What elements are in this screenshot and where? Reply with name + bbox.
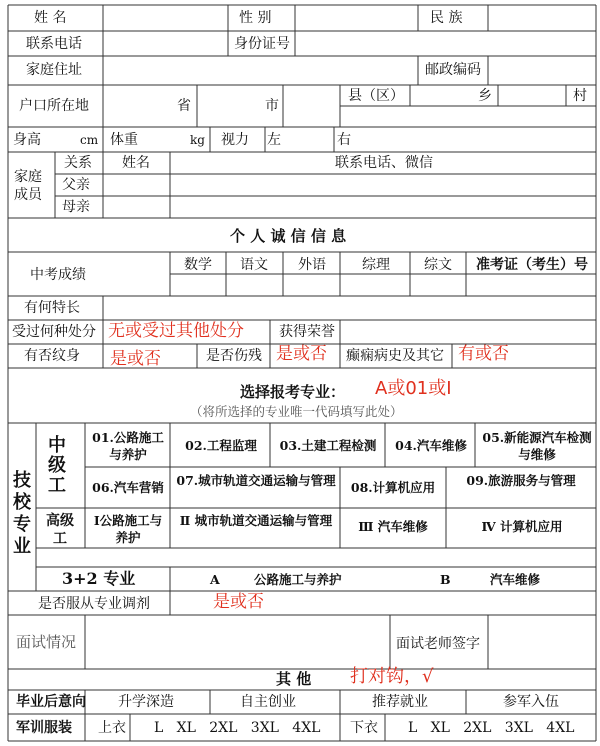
height-label: 身高 bbox=[13, 132, 41, 148]
uniform-bottom-sizes[interactable]: L XL 2XL 3XL 4XL bbox=[408, 720, 575, 736]
major-title-value[interactable]: A或01或Ⅰ bbox=[375, 378, 452, 399]
grad-option-startup[interactable]: 自主创业 bbox=[240, 694, 296, 710]
interviewer-label: 面试老师签字 bbox=[396, 636, 480, 652]
uniform-label: 军训服装 bbox=[16, 720, 72, 736]
major-01[interactable]: 01.公路施工与养护 bbox=[92, 430, 164, 462]
major-note: （将所选择的专业唯一代码填写此处） bbox=[190, 404, 403, 419]
address-label: 家庭住址 bbox=[26, 62, 82, 78]
high-level-label: 高级工 bbox=[46, 513, 74, 547]
subject-math: 数学 bbox=[184, 257, 212, 273]
tattoo-value[interactable]: 是或否 bbox=[110, 349, 161, 369]
major-title: 选择报考专业： bbox=[240, 383, 346, 401]
major-high-2[interactable]: Ⅱ 城市轨道交通运输与管理 bbox=[179, 513, 333, 528]
province-label: 省 bbox=[177, 98, 191, 114]
ticket-number-label: 准考证（考生）号 bbox=[476, 257, 588, 273]
grad-intent-label: 毕业后意向 bbox=[16, 694, 86, 710]
honors-label: 获得荣誉 bbox=[279, 324, 335, 340]
major-04[interactable]: 04.汽车维修 bbox=[395, 438, 467, 453]
uniform-bottom-label: 下衣 bbox=[350, 720, 378, 736]
three-two-b-name[interactable]: 汽车维修 bbox=[490, 572, 541, 587]
name-field[interactable] bbox=[104, 6, 227, 30]
postcode-label: 邮政编码 bbox=[425, 62, 481, 78]
family-member-father: 父亲 bbox=[62, 177, 90, 193]
epilepsy-label: 癫痫病史及其它 bbox=[346, 348, 444, 364]
subject-arts: 综文 bbox=[424, 257, 452, 273]
major-high-3[interactable]: Ⅲ 汽车维修 bbox=[358, 519, 428, 534]
id-number-field[interactable] bbox=[296, 32, 595, 55]
vision-left-label: 左 bbox=[267, 132, 281, 148]
county-label: 县（区） bbox=[348, 88, 404, 104]
epilepsy-value[interactable]: 有或否 bbox=[458, 344, 509, 364]
height-unit: cm bbox=[80, 133, 99, 147]
gender-field[interactable] bbox=[296, 6, 417, 30]
major-03[interactable]: 03.土建工程检测 bbox=[279, 438, 377, 453]
exam-score-label: 中考成绩 bbox=[30, 267, 86, 283]
major-high-1[interactable]: Ⅰ公路施工与养护 bbox=[93, 513, 163, 545]
ethnicity-field[interactable] bbox=[489, 6, 595, 30]
address-field[interactable] bbox=[104, 57, 417, 84]
three-two-label: 3+2 专业 bbox=[62, 569, 136, 588]
interviewer-signature-field[interactable] bbox=[489, 616, 595, 668]
city-label: 市 bbox=[265, 98, 279, 114]
relation-header: 关系 bbox=[64, 155, 92, 171]
interview-field[interactable] bbox=[86, 616, 389, 668]
adjust-label: 是否服从专业调剂 bbox=[38, 596, 150, 612]
id-number-label: 身份证号 bbox=[234, 36, 290, 52]
phone-label: 联系电话 bbox=[26, 36, 82, 52]
province-field[interactable] bbox=[104, 86, 174, 126]
punishment-label: 受过何种处分 bbox=[12, 324, 96, 340]
major-high-4[interactable]: Ⅳ 计算机应用 bbox=[481, 519, 563, 534]
subject-chinese: 语文 bbox=[240, 257, 268, 273]
tattoo-label: 有否纹身 bbox=[24, 348, 80, 364]
hukou-label: 户口所在地 bbox=[19, 98, 89, 114]
gender-label: 性 别 bbox=[239, 10, 272, 26]
three-two-b-code[interactable]: B bbox=[440, 572, 451, 587]
major-05[interactable]: 05.新能源汽车检测与维修 bbox=[482, 430, 592, 462]
major-06[interactable]: 06.汽车营销 bbox=[92, 480, 164, 495]
family-member-mother: 母亲 bbox=[62, 199, 90, 215]
punishment-value[interactable]: 无或受过其他处分 bbox=[108, 321, 244, 341]
uniform-top-label: 上衣 bbox=[98, 720, 126, 736]
mid-level-label: 中级工 bbox=[48, 435, 66, 496]
three-two-a-code[interactable]: A bbox=[210, 572, 220, 587]
integrity-title: 个 人 诚 信 信 息 bbox=[230, 227, 347, 245]
major-08[interactable]: 08.计算机应用 bbox=[350, 480, 436, 495]
vision-right-label: 右 bbox=[337, 132, 351, 148]
family-section-label: 家庭成员 bbox=[14, 169, 42, 203]
weight-label: 体重 bbox=[110, 132, 138, 148]
vision-label: 视力 bbox=[221, 132, 249, 148]
contact-header: 联系电话、微信 bbox=[335, 155, 433, 171]
specialty-label: 有何特长 bbox=[24, 300, 80, 316]
member-name-header: 姓名 bbox=[122, 155, 150, 171]
school-major-label: 技校专业 bbox=[13, 470, 31, 557]
major-09[interactable]: 09.旅游服务与管理 bbox=[466, 473, 576, 488]
specialty-field[interactable] bbox=[104, 297, 595, 319]
disability-value[interactable]: 是或否 bbox=[276, 344, 327, 364]
township-label: 乡 bbox=[478, 88, 492, 104]
honors-field[interactable] bbox=[341, 321, 595, 343]
weight-unit: kg bbox=[190, 133, 205, 147]
subject-english: 外语 bbox=[298, 257, 326, 273]
disability-label: 是否伤残 bbox=[206, 348, 262, 364]
village-label: 村 bbox=[573, 88, 587, 104]
adjust-value[interactable]: 是或否 bbox=[213, 592, 264, 612]
interview-label: 面试情况 bbox=[16, 633, 77, 651]
major-07[interactable]: 07.城市轨道交通运输与管理 bbox=[176, 473, 336, 488]
postcode-field[interactable] bbox=[489, 57, 595, 84]
grad-option-study[interactable]: 升学深造 bbox=[118, 694, 174, 710]
phone-field[interactable] bbox=[104, 32, 227, 55]
name-label: 姓 名 bbox=[34, 10, 67, 26]
subject-science: 综理 bbox=[362, 257, 390, 273]
three-two-a-name[interactable]: 公路施工与养护 bbox=[254, 572, 342, 587]
uniform-top-sizes[interactable]: L XL 2XL 3XL 4XL bbox=[154, 720, 321, 736]
other-title-value[interactable]: 打对钩，√ bbox=[350, 666, 434, 687]
major-02[interactable]: 02.工程监理 bbox=[185, 438, 257, 453]
grad-option-employment[interactable]: 推荐就业 bbox=[372, 694, 428, 710]
other-title: 其 他 bbox=[276, 670, 312, 688]
ethnicity-label: 民 族 bbox=[430, 10, 463, 26]
grad-option-military[interactable]: 参军入伍 bbox=[503, 694, 559, 710]
